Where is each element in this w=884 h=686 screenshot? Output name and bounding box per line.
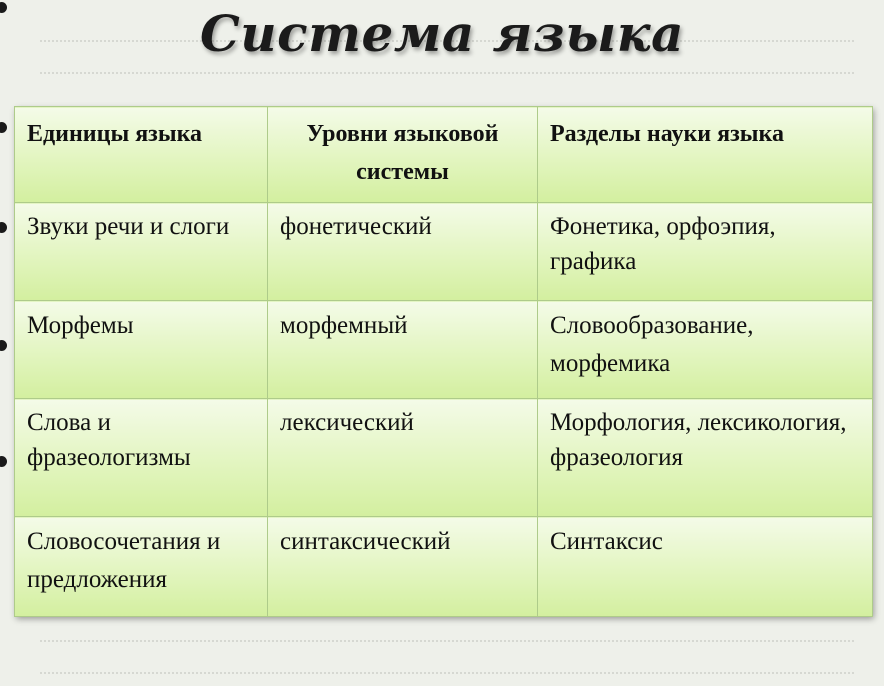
table-cell: Звуки речи и слоги xyxy=(15,203,268,301)
table-row xyxy=(15,399,873,517)
language-system-table xyxy=(14,106,873,617)
table-cell: Морфемы xyxy=(15,301,268,399)
table-row xyxy=(15,203,873,301)
ruled-line xyxy=(40,640,854,642)
ruled-line xyxy=(40,672,854,674)
binder-dot xyxy=(0,456,7,467)
table-cell: лексический xyxy=(268,399,538,517)
table-cell: Словообразование, морфемика xyxy=(538,301,873,399)
table-cell: синтаксический xyxy=(268,517,538,617)
table-header-row xyxy=(15,107,873,203)
table-row xyxy=(15,301,873,399)
binder-dot xyxy=(0,222,7,233)
table-cell: Словосочетания и предложения xyxy=(15,517,268,617)
binder-dot xyxy=(0,122,7,133)
table-cell: Синтаксис xyxy=(538,517,873,617)
header-system-levels: Уровни языковой системы xyxy=(268,107,538,203)
table-cell: морфемный xyxy=(268,301,538,399)
table-cell: Фонетика, орфоэпия, графика xyxy=(538,203,873,301)
table-row xyxy=(15,517,873,617)
header-language-units: Единицы языка xyxy=(15,107,268,203)
ruled-line xyxy=(40,72,854,74)
binder-dot xyxy=(0,340,7,351)
table-cell: Морфология, лексикология, фразеология xyxy=(538,399,873,517)
language-system-table-container xyxy=(14,106,872,616)
table-cell: Слова и фразеологизмы xyxy=(15,399,268,517)
page-title: Система языка xyxy=(200,4,684,63)
table-cell: фонетический xyxy=(268,203,538,301)
header-science-sections: Разделы науки языка xyxy=(538,107,873,203)
